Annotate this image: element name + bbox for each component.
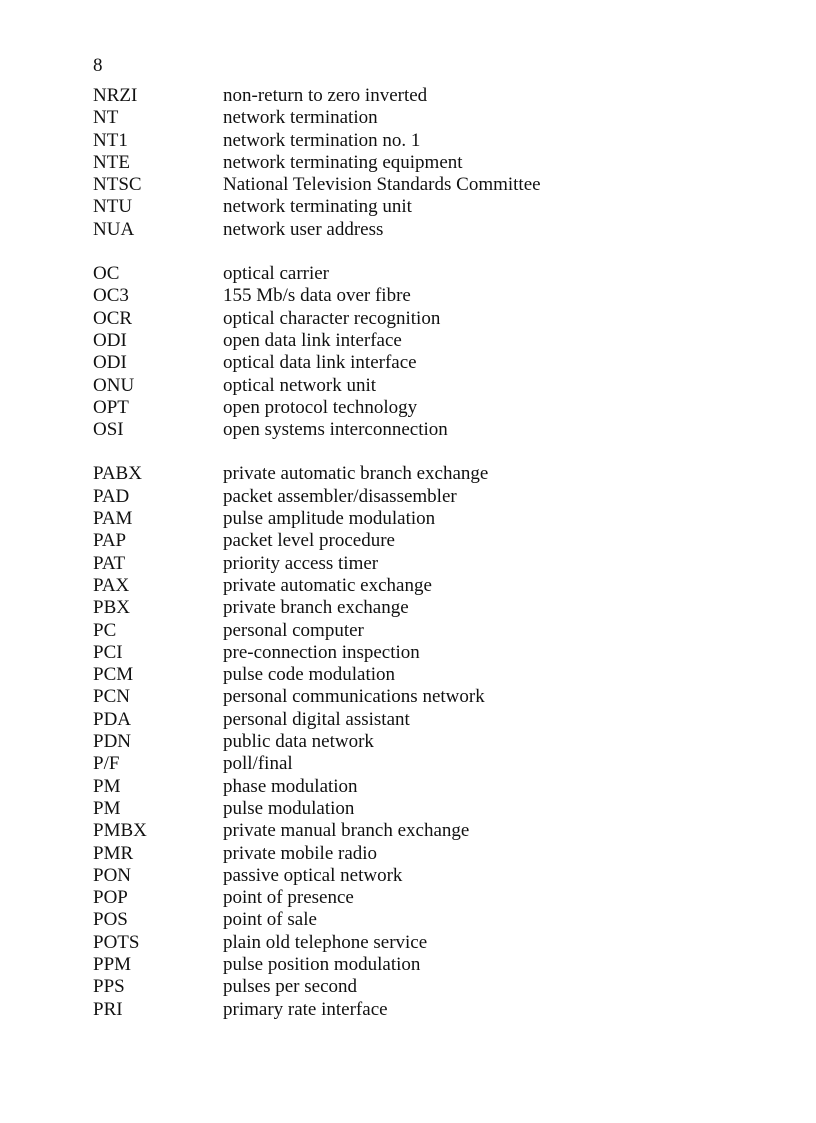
glossary-entry [93,375,753,397]
entry-abbreviation: PDA [93,708,132,730]
glossary-entry [93,620,753,642]
glossary-entry [93,352,753,374]
glossary-entry [93,219,753,241]
entry-definition: packet level procedure [223,530,395,552]
glossary-entry [93,798,753,820]
entry-abbreviation: PON [93,864,132,886]
entry-abbreviation: PPS [93,976,125,998]
entry-abbreviation: POP [93,887,128,909]
entry-definition: network terminating equipment [223,151,463,173]
entry-abbreviation: PM [93,797,121,819]
entry-definition: packet assembler/disassembler [223,485,457,507]
entry-definition: network user address [223,218,384,240]
entry-definition: private automatic branch exchange [223,463,489,485]
glossary-entry [93,909,753,931]
entry-abbreviation: NTE [93,151,130,173]
glossary-entry [93,597,753,619]
entry-abbreviation: NTSC [93,174,142,196]
entry-definition: priority access timer [223,552,379,574]
entry-definition: private mobile radio [223,842,378,864]
entry-definition: pulses per second [223,976,358,998]
entry-abbreviation: PABX [93,463,142,485]
glossary-entry [93,954,753,976]
glossary-entry [93,843,753,865]
glossary-entry [93,196,753,218]
glossary-entry [93,419,753,441]
entry-abbreviation: PAM [93,508,133,530]
entry-abbreviation: PMBX [93,820,147,842]
glossary-entry [93,820,753,842]
entry-definition: passive optical network [223,864,403,886]
glossary-entry [93,508,753,530]
entry-abbreviation: NTU [93,196,133,218]
entry-abbreviation: PMR [93,842,134,864]
entry-definition: point of presence [223,887,354,909]
entry-definition: plain old telephone service [223,931,428,953]
entry-definition: optical network unit [223,374,377,396]
entry-abbreviation: PCN [93,686,130,708]
entry-definition: network termination no. 1 [223,129,421,151]
glossary-entry [93,285,753,307]
glossary-entry [93,887,753,909]
entry-definition: personal communications network [223,686,485,708]
glossary-group [93,85,753,241]
entry-definition: phase modulation [223,775,358,797]
entry-definition: pre-connection inspection [223,641,420,663]
entry-abbreviation: OCR [93,307,133,329]
entry-abbreviation: PRI [93,998,123,1020]
glossary-entry [93,397,753,419]
glossary-entry [93,575,753,597]
glossary-entry [93,107,753,129]
entry-definition: 155 Mb/s data over fibre [223,285,411,307]
entry-abbreviation: PAP [93,530,127,552]
entry-definition: private automatic exchange [223,574,432,596]
glossary-entry [93,999,753,1021]
entry-abbreviation: OC3 [93,285,129,307]
glossary-group [93,463,753,1020]
entry-abbreviation: PPM [93,953,132,975]
glossary-entry [93,731,753,753]
entry-abbreviation: PBX [93,597,130,619]
entry-definition: personal computer [223,619,364,641]
glossary-entry [93,152,753,174]
page-number: 8 [93,55,103,76]
entry-definition: optical data link interface [223,352,417,374]
entry-definition: network terminating unit [223,196,412,218]
glossary-entry [93,865,753,887]
entry-abbreviation: OPT [93,396,129,418]
entry-abbreviation: PCM [93,664,134,686]
glossary-group [93,263,753,441]
entry-abbreviation: POS [93,909,128,931]
entry-definition: open data link interface [223,329,402,351]
entry-definition: optical character recognition [223,307,441,329]
glossary-entry [93,709,753,731]
entry-definition: non-return to zero inverted [223,85,428,106]
glossary-entry [93,776,753,798]
glossary-entry [93,174,753,196]
glossary-entry [93,753,753,775]
glossary-entry [93,530,753,552]
entry-abbreviation: PAT [93,552,126,574]
glossary-entry [93,330,753,352]
glossary-entry [93,486,753,508]
entry-definition: pulse modulation [223,797,355,819]
entry-definition: pulse amplitude modulation [223,508,436,530]
glossary-entry [93,85,753,107]
entry-definition: point of sale [223,909,317,931]
glossary-entry [93,130,753,152]
entry-definition: open systems interconnection [223,419,448,441]
glossary-entry [93,664,753,686]
entry-abbreviation: POTS [93,931,140,953]
glossary-entry [93,976,753,998]
entry-definition: poll/final [223,753,293,775]
entry-definition: pulse position modulation [223,953,421,975]
entry-definition: public data network [223,731,374,753]
entry-definition: open protocol technology [223,396,418,418]
entry-abbreviation: PAX [93,574,130,596]
glossary-entry [93,463,753,485]
entry-definition: personal digital assistant [223,708,410,730]
entry-abbreviation: ONU [93,374,135,396]
entry-definition: primary rate interface [223,998,388,1020]
entry-abbreviation: P/F [93,753,120,775]
entry-abbreviation: PC [93,619,117,641]
abbreviation-glossary [93,85,753,1021]
glossary-entry [93,686,753,708]
entry-abbreviation: PAD [93,485,130,507]
entry-abbreviation: NT [93,107,119,129]
entry-abbreviation: ODI [93,352,127,374]
entry-abbreviation: NUA [93,218,135,240]
glossary-entry [93,642,753,664]
entry-definition: private branch exchange [223,597,409,619]
glossary-entry [93,263,753,285]
glossary-entry [93,932,753,954]
entry-abbreviation: PM [93,775,121,797]
entry-abbreviation: ODI [93,329,127,351]
entry-definition: network termination [223,107,378,129]
entry-definition: private manual branch exchange [223,820,470,842]
entry-abbreviation: NT1 [93,129,128,151]
entry-definition: National Television Standards Committee [223,174,541,196]
glossary-entry [93,553,753,575]
entry-definition: optical carrier [223,263,330,285]
entry-abbreviation: OC [93,263,120,285]
entry-definition: pulse code modulation [223,664,396,686]
entry-abbreviation: OSI [93,419,124,441]
entry-abbreviation: NRZI [93,85,138,106]
entry-abbreviation: PCI [93,641,123,663]
entry-abbreviation: PDN [93,731,132,753]
glossary-entry [93,308,753,330]
